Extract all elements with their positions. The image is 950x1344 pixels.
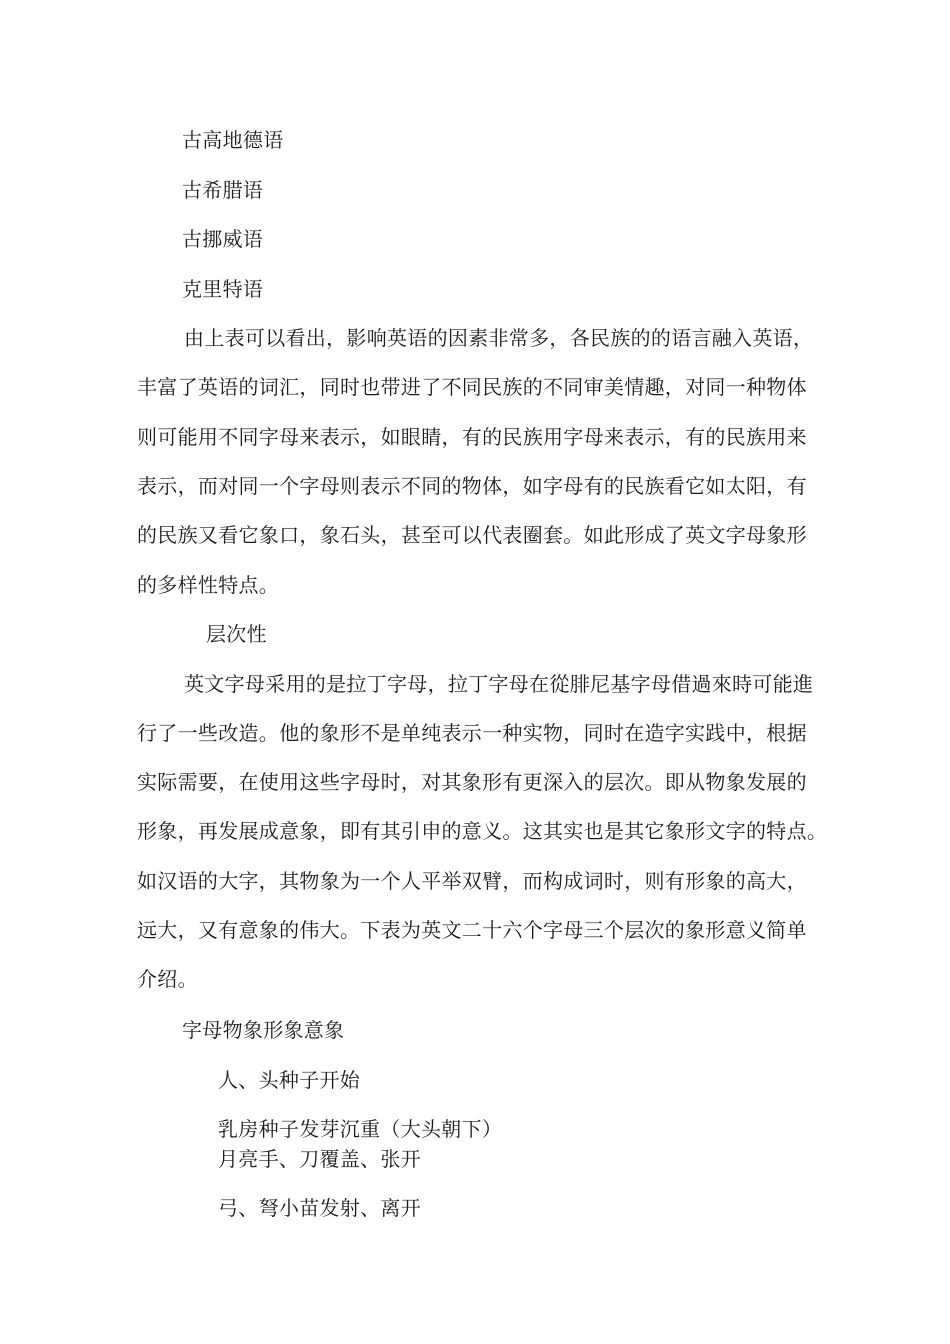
table-row: 弓、弩小苗发射、离开 bbox=[218, 1196, 421, 1220]
paragraph-line: 如汉语的大字，其物象为一个人平举双臂，而构成词时，则有形象的高大， bbox=[137, 869, 807, 893]
paragraph-line: 英文字母采用的是拉丁字母，拉丁字母在從腓尼基字母借過來時可能進 bbox=[184, 672, 814, 696]
paragraph-line: 远大，又有意象的伟大。下表为英文二十六个字母三个层次的象形意义简单 bbox=[137, 918, 807, 942]
paragraph-line: 由上表可以看出，影响英语的因素非常多，各民族的的语言融入英语， bbox=[184, 326, 814, 350]
language-list-item: 古高地德语 bbox=[182, 128, 284, 152]
paragraph-line: 行了一些改造。他的象形不是单纯表示一种实物，同时在造字实践中，根据 bbox=[137, 721, 807, 745]
section-heading: 层次性 bbox=[206, 622, 267, 646]
paragraph-line: 则可能用不同字母来表示，如眼睛，有的民族用字母来表示，有的民族用来 bbox=[137, 425, 807, 449]
paragraph-line: 的民族又看它象口，象石头，甚至可以代表圈套。如此形成了英文字母象形 bbox=[137, 523, 807, 547]
table-row: 乳房种子发芽沉重（大头朝下） bbox=[218, 1117, 503, 1141]
language-list-item: 古挪威语 bbox=[182, 227, 264, 251]
paragraph-line: 形象，再发展成意象，即有其引申的意义。这其实也是其它象形文字的特点。 bbox=[137, 819, 828, 843]
paragraph-line: 表示，而对同一个字母则表示不同的物体，如字母有的民族看它如太阳，有 bbox=[137, 474, 807, 498]
language-list-item: 克里特语 bbox=[182, 277, 264, 301]
paragraph-line: 实际需要，在使用这些字母时，对其象形有更深入的层次。即从物象发展的 bbox=[137, 770, 807, 794]
table-row: 人、头种子开始 bbox=[218, 1068, 361, 1092]
language-list-item: 古希腊语 bbox=[182, 178, 264, 202]
paragraph-line: 的多样性特点。 bbox=[137, 573, 280, 597]
table-header: 字母物象形象意象 bbox=[182, 1018, 345, 1042]
paragraph-line: 介绍。 bbox=[137, 967, 198, 991]
paragraph-line: 丰富了英语的词汇，同时也带进了不同民族的不同审美情趣，对同一种物体 bbox=[137, 375, 807, 399]
table-row: 月亮手、刀覆盖、张开 bbox=[218, 1147, 421, 1171]
